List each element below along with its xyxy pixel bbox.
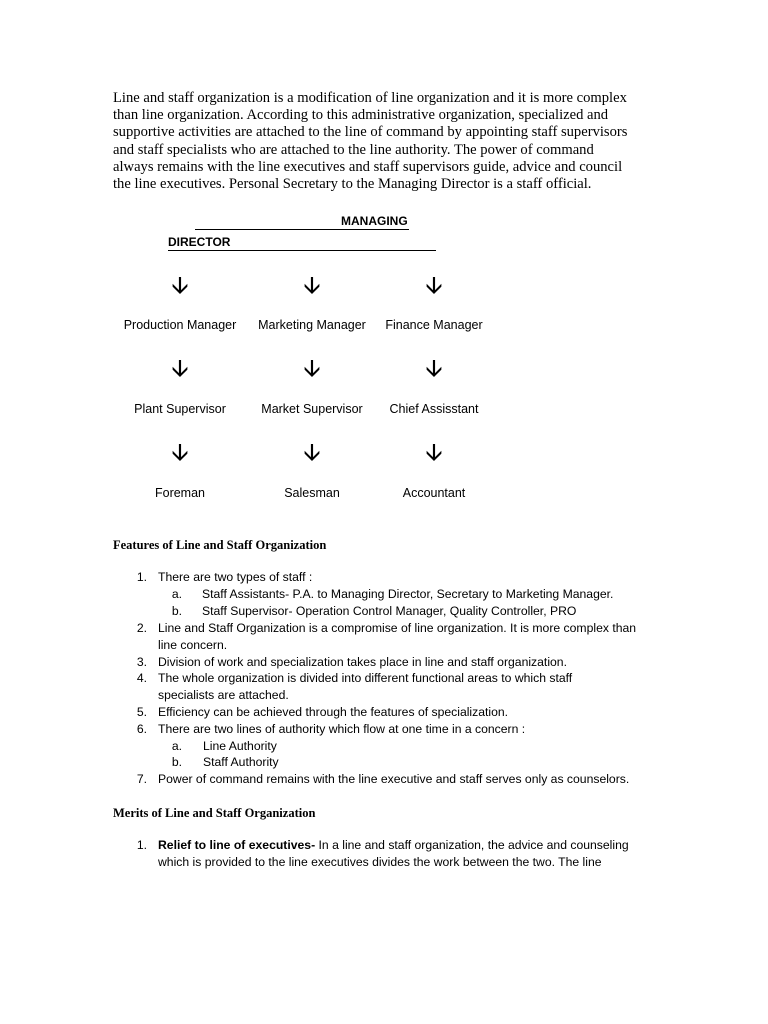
intro-line: and staff specialists who are attached to the line authority. The power of command (113, 141, 594, 158)
down-arrow-icon: 🡫 (303, 354, 321, 382)
merit-text: In a line and staff organization, the advice and counseling (315, 838, 629, 852)
node-marketing-manager: Marketing Manager (258, 318, 366, 332)
down-arrow-icon: 🡫 (171, 438, 189, 466)
intro-line: always remains with the line executives and staff supervisors guide, advice and council (113, 158, 623, 175)
down-arrow-icon: 🡫 (171, 271, 189, 299)
intro-line: the line executives. Personal Secretary to the Managing Director is a staff official. (113, 176, 592, 193)
merits-heading: Merits of Line and Staff Organization (113, 806, 316, 820)
node-market-supervisor: Market Supervisor (261, 402, 363, 416)
managing-word: MANAGING (341, 214, 408, 228)
node-foreman: Foreman (154, 486, 206, 500)
down-arrow-icon: 🡫 (303, 438, 321, 466)
merit-title: Relief to line of executives- (158, 838, 316, 852)
node-accountant: Accountant (402, 486, 466, 500)
features-heading: Features of Line and Staff Organization (113, 538, 327, 552)
intro-paragraph (113, 90, 653, 193)
intro-line: supportive activities are attached to the line of command by appointing staff supervisors (113, 124, 628, 141)
down-arrow-icon: 🡫 (171, 354, 189, 382)
node-production-manager: Production Manager (123, 318, 237, 332)
node-salesman: Salesman (284, 486, 340, 500)
down-arrow-icon: 🡫 (425, 271, 443, 299)
director-word: DIRECTOR (168, 235, 231, 249)
node-chief-assistant: Chief Assisstant (389, 402, 479, 416)
down-arrow-icon: 🡫 (425, 354, 443, 382)
down-arrow-icon: 🡫 (425, 438, 443, 466)
node-finance-manager: Finance Manager (385, 318, 483, 332)
node-plant-supervisor: Plant Supervisor (134, 402, 226, 416)
intro-line: than line organization. According to this administrative organization, specialized and (113, 107, 609, 124)
down-arrow-icon: 🡫 (303, 271, 321, 299)
intro-line: Line and staff organization is a modification of line organization and it is more complex (113, 90, 627, 106)
